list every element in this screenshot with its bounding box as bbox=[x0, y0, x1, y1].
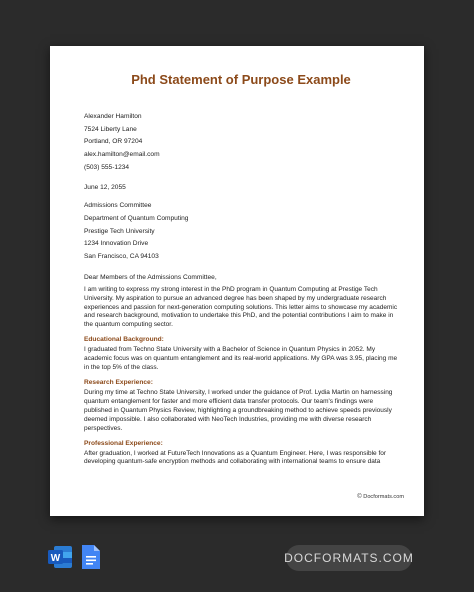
sender-city: Portland, OR 97204 bbox=[84, 138, 143, 146]
section-professional bbox=[84, 440, 398, 468]
recipient-address bbox=[84, 200, 398, 264]
footer-site: Docformats.com bbox=[363, 494, 404, 500]
sender-street: 7524 Liberty Lane bbox=[84, 125, 137, 133]
section-body: During my time at Techno State University, I worked under the guidance of Prof. Lydia Martin on harnessing quantum entanglement for faster and more efficient data transfer protocols. Our team's findings were published in Quantum Physics Review, highlighting a groundbreaking method to achieve speeds previously deemed impossible. I also collaborated with NeoTech Industries, providing me with diverse research perspectives. bbox=[84, 388, 393, 432]
section-research bbox=[84, 379, 398, 434]
section-heading: Research Experience: bbox=[84, 378, 153, 386]
word-icon[interactable] bbox=[47, 544, 73, 570]
sender-email: alex.hamilton@email.com bbox=[84, 151, 160, 159]
intro-paragraph bbox=[84, 286, 398, 331]
document-footer bbox=[357, 494, 404, 500]
copyright-symbol: © bbox=[357, 494, 362, 500]
recipient-line: San Francisco, CA 94103 bbox=[84, 253, 159, 261]
format-icons bbox=[47, 544, 101, 570]
recipient-line: 1234 Innovation Drive bbox=[84, 240, 149, 248]
google-docs-icon[interactable] bbox=[81, 544, 101, 570]
salutation: Dear Members of the Admissions Committee, bbox=[84, 273, 217, 281]
sender-phone: (503) 555-1234 bbox=[84, 163, 130, 171]
recipient-line: Department of Quantum Computing bbox=[84, 214, 189, 222]
document-title: Phd Statement of Purpose Example bbox=[131, 72, 351, 87]
word-icon-letter: W bbox=[50, 553, 61, 564]
brand-badge[interactable]: DOCFORMATS.COM bbox=[286, 545, 412, 571]
section-heading: Professional Experience: bbox=[84, 439, 163, 447]
letter-date: June 12, 2055 bbox=[84, 183, 126, 191]
section-body: After graduation, I worked at FutureTech Innovations as a Quantum Engineer. Here, I was responsible for developing quantum-safe encryption methods and collaborating with international teams to ensure data bbox=[84, 449, 387, 466]
recipient-line: Prestige Tech University bbox=[84, 227, 155, 235]
section-heading: Educational Background: bbox=[84, 336, 164, 344]
intro-text: I am writing to express my strong interest in the PhD program in Quantum Computing at Prestige Tech University. My aspiration to pursue an advanced degree has been shaped by my undergraduate research experiences and passion for next-generation computing solutions. This letter aims to showcase my academic and research background, motivation to undertake this PhD, and the potential contributions I aim to make in the quantum computing sector. bbox=[84, 285, 398, 329]
sender-address bbox=[84, 111, 398, 175]
document-page bbox=[50, 46, 424, 516]
recipient-line: Admissions Committee bbox=[84, 202, 152, 210]
section-body: I graduated from Techno State University with a Bachelor of Science in Quantum Physics in 2052. My academic focus was on quantum entanglement and its real-world applications. My GPA was 3.95, placing me in the top 5% of the class. bbox=[84, 346, 398, 372]
section-education bbox=[84, 336, 398, 373]
sender-name: Alexander Hamilton bbox=[84, 113, 142, 120]
